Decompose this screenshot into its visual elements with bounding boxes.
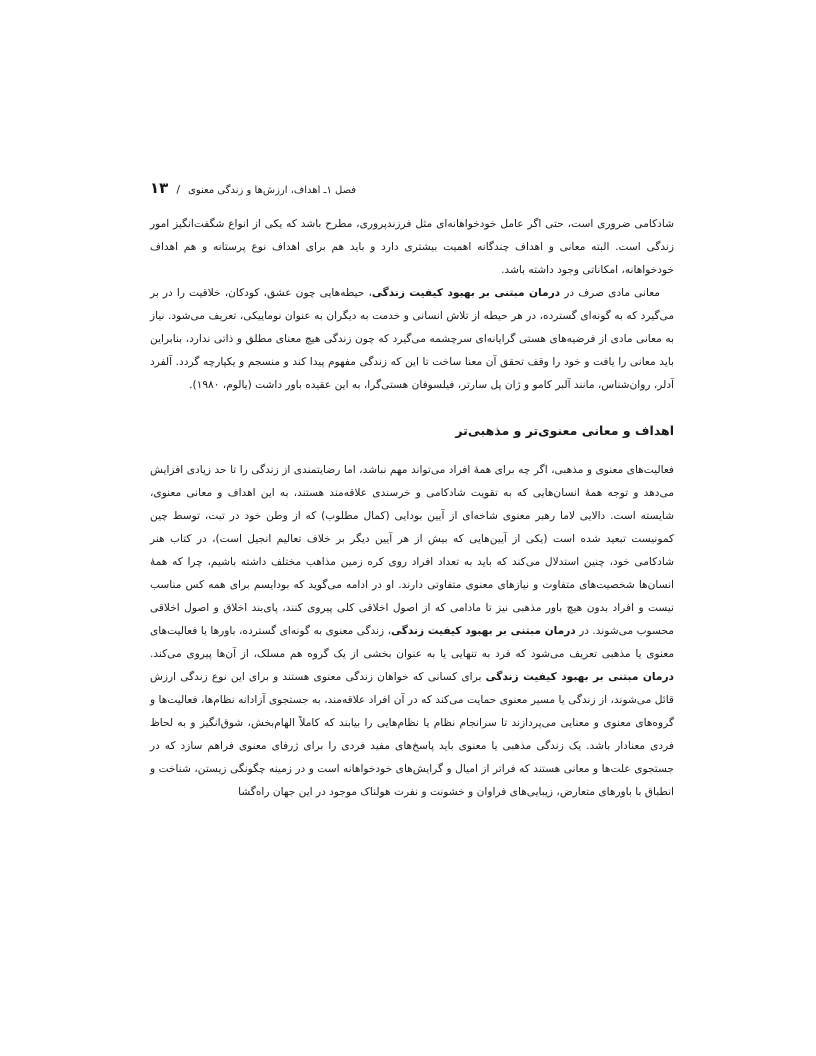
head-separator: / <box>176 183 181 196</box>
paragraph-3-text-b: ، زندگی معنوی به گونه‌ای گسترده، باورها یا فعالیت‌های معنوی یا مذهبی تعریف می‌شود که فرد به تنهایی یا به عنوان بخشی از یک گروه هم مسلک، از آن‌ها پیروی می‌کند. <box>150 625 674 660</box>
paragraph-3-text-a: فعالیت‌های معنوی و مذهبی، اگر چه برای همهٔ افراد می‌تواند مهم نباشد، اما رضایتمندی از زندگی را تا حد زیادی افزایش می‌دهد و توجه همهٔ انسان‌هایی که به تقویت شادکامی و خرسندی علاقه‌مند هستند، به این اهداف و معانی معنوی، شایسته است. دالایی لاما رهبر معنوی شاخه‌ای از آیین بودایی (کمال مطلوب) که از وطن خود در تبت، توسط چین کمونیست تبعید شده است (یکی از آیین‌هایی که بیش از هر آیین دیگر بر خلاف تعالیم انجیل است)، در کتاب هنر شادکامی خود، چنین استدلال می‌کند که باید به تعداد افراد روی کره زمین مذاهب مختلف داشته باشیم، چرا که همهٔ انسان‌ها شخصیت‌های متفاوت و نیازهای معنوی متفاوتی دارند. او در ادامه می‌گوید که بودایسم برای همه کس مناسب نیست و افراد بدون هیچ باور مذهبی نیز تا مادامی که از اصول اخلاقی کلی پیروی کنند، پای‌بند اخلاق و اصول اخلاقی محسوب می‌شوند. در <box>150 464 674 637</box>
chapter-title: فصل ۱ـ اهداف، ارزش‌ها و زندگی معنوی <box>188 185 357 196</box>
paragraph-1: شادکامی ضروری است، حتی اگر عامل خودخواهانه‌ای مثل فرزندپروری، مطرح باشد که یکی از انواع شگفت‌انگیز امور زندگی است. البته معانی و اهداف چندگانه اهمیت بیشتری دارد و باید هم برای اهداف نوع پرستانه و هم اهداف خودخواهانه، امکاناتی وجود داشته باشد. <box>150 218 674 276</box>
running-head <box>150 180 674 199</box>
paragraph-2 <box>150 282 674 397</box>
paragraph-3-bold-term-1: درمان مبتنی بر بهبود کیفیت زندگی <box>391 625 576 637</box>
page-number: ۱۳ <box>150 179 169 197</box>
section-heading: اهداف و معانی معنوی‌تر و مذهبی‌تر <box>455 423 674 438</box>
paragraph-2-bold-term: درمان مبتنی بر بهبود کیفیت زندگی <box>371 287 561 299</box>
paragraph-3 <box>150 459 674 804</box>
paragraph-2-text-a: معانی مادی صرف در <box>560 287 660 299</box>
paragraph-3-bold-term-2: درمان مبتنی بر بهبود کیفیت زندگی <box>485 671 674 683</box>
document-page <box>150 180 674 804</box>
paragraph-2-text-b: ، حیطه‌هایی چون عشق، کودکان، خلاقیت را در بر می‌گیرد که به گونه‌ای گسترده، در هر حیطه از تلاش انسانی و خدمت به دیگران به عنوان نوماییکی، تعریف می‌شود. نیاز به معانی مادی از فرضیه‌های هستی گرایانه‌ای سرچشمه می‌گیرد که چون زندگی هیچ معنای مطلق و ذاتی ندارد، بنابراین باید معانی را یافت و خود را وقف تحقق آن معنا ساخت تا این که زندگی مفهوم پیدا کند و منسجم و یکپارچه گردد. آلفرد آدلر، روان‌شناس، مانند آلبر کامو و ژان پل سارتر، فیلسوفان هستی‌گرا، به این عقیده باور داشت (یالوم، ۱۹۸۰). <box>150 287 674 391</box>
paragraph-3-text-c: برای کسانی که خواهان زندگی معنوی هستند و برای این نوع زندگی ارزش قائل می‌شوند، از زندگی یا مسیر معنوی حمایت می‌کند که در آن افراد علاقه‌مند، به جستجوی آزادانه نظام‌ها، فعالیت‌ها و گروه‌های معنوی و معنایی می‌پردازند تا سرانجام نظام یا نظام‌هایی را بیابند که کاملاً الهام‌بخش، شوق‌انگیز و به لحاظ فردی معنادار باشد. یک زندگی مذهبی یا معنوی باید پاسخ‌های مفید فردی را برای ژرفای معنوی فراهم سازد که در جستجوی علت‌ها و معانی هستند که فراتر از امیال و گرایش‌های خودخواهانه است و در زمینه چگونگی زیستن، شناخت و انطباق با باورهای متعارض، زیبایی‌های فراوان و خشونت و نفرت هولناک موجود در این جهان راه‌گشا <box>150 671 674 798</box>
